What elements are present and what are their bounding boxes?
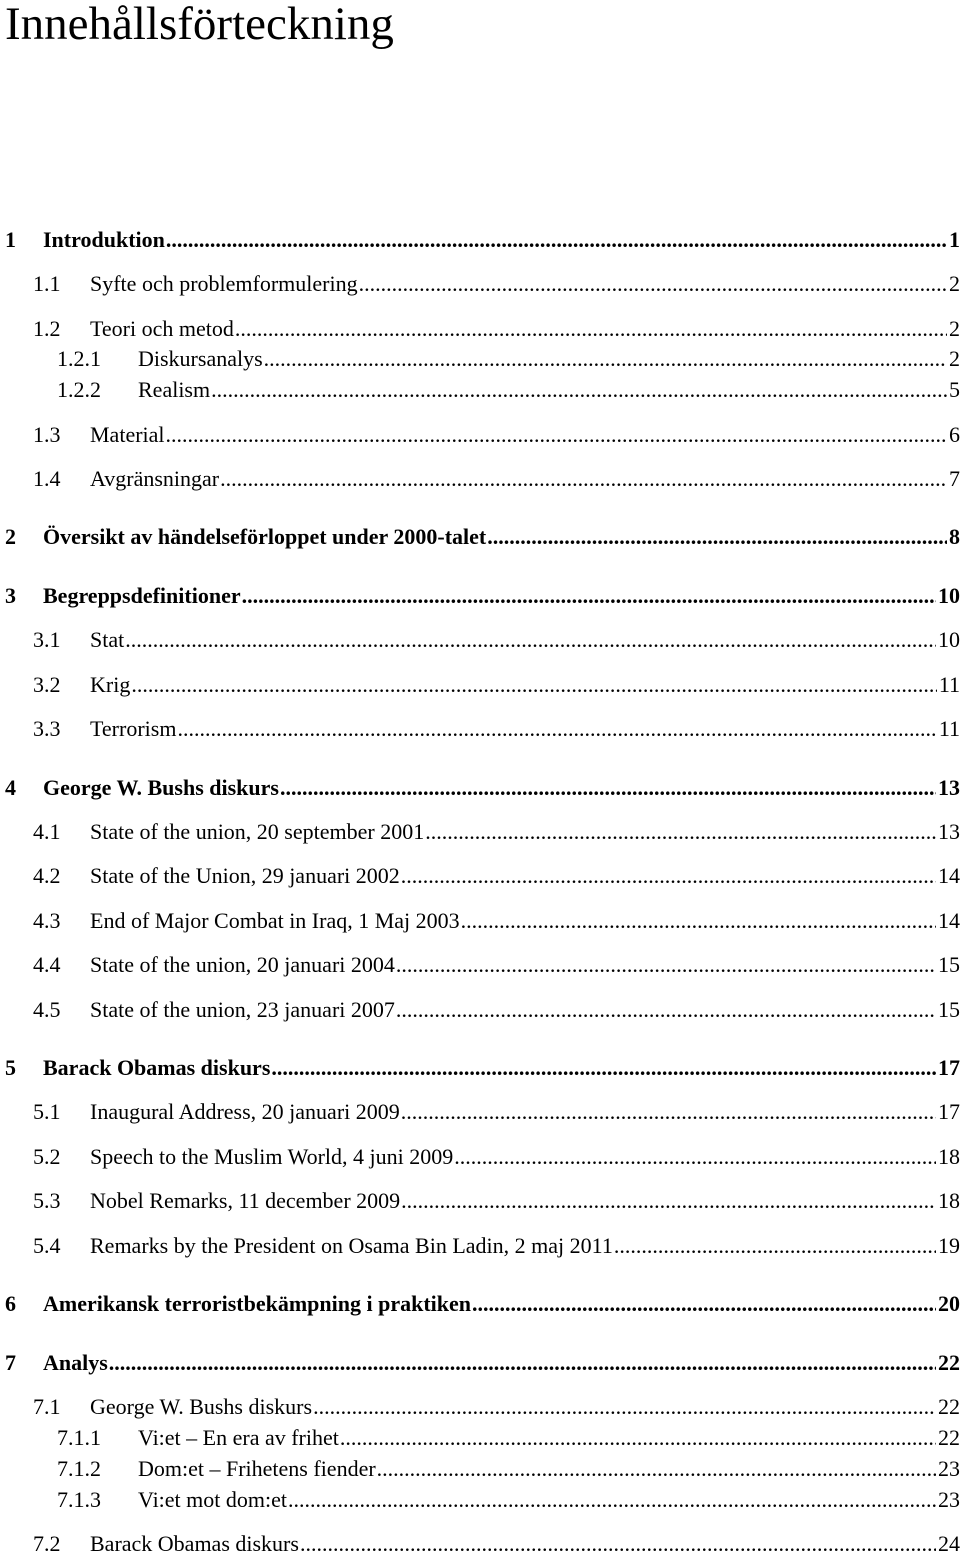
toc-entry-number: 4.4 <box>33 952 61 977</box>
toc-entry[interactable] <box>33 421 960 449</box>
toc-dot-leader <box>288 1486 936 1514</box>
toc-entry[interactable] <box>5 226 960 254</box>
toc-entry[interactable] <box>33 626 960 654</box>
toc-entry-page: 7 <box>949 466 960 491</box>
toc-entry[interactable] <box>33 1098 960 1126</box>
toc-entry-page: 17 <box>938 1099 960 1124</box>
toc-entry-number: 4 <box>5 775 16 800</box>
toc-dot-leader <box>401 1187 936 1215</box>
toc-entry-title: Teori och metod <box>90 316 234 341</box>
toc-dot-leader <box>125 626 936 654</box>
toc-entry-number: 7.1.3 <box>57 1487 101 1512</box>
toc-entry[interactable] <box>33 996 960 1024</box>
toc-entry-page: 11 <box>938 716 960 741</box>
toc-entry-page: 10 <box>938 583 960 608</box>
toc-entry-page: 15 <box>938 997 960 1022</box>
toc-entry-page: 14 <box>938 908 960 933</box>
toc-entry-number: 1.2.2 <box>57 377 101 402</box>
toc-entry-title: Syfte och problemformulering <box>90 271 358 296</box>
toc-entry-number: 5.4 <box>33 1233 61 1258</box>
toc-entry-title: Barack Obamas diskurs <box>43 1055 271 1080</box>
toc-entry-title: Analys <box>43 1350 108 1375</box>
toc-entry-title: State of the union, 20 september 2001 <box>90 819 425 844</box>
toc-entry-number: 3 <box>5 583 16 608</box>
toc-entry-number: 1.1 <box>33 271 61 296</box>
toc-entry-number: 5.1 <box>33 1099 61 1124</box>
toc-entry[interactable] <box>57 1486 960 1514</box>
toc-entry-page: 13 <box>938 819 960 844</box>
toc-entry-number: 3.2 <box>33 672 61 697</box>
toc-entry[interactable] <box>33 951 960 979</box>
toc-dot-leader <box>340 1424 936 1452</box>
toc-entry-title: Nobel Remarks, 11 december 2009 <box>90 1188 401 1213</box>
toc-entry-number: 1.3 <box>33 422 61 447</box>
toc-entry[interactable] <box>33 465 960 493</box>
toc-dot-leader <box>425 818 936 846</box>
toc-entry-page: 8 <box>949 524 960 549</box>
toc-entry[interactable] <box>33 1393 960 1421</box>
toc-dot-leader <box>220 465 947 493</box>
toc-entry[interactable] <box>5 1349 960 1377</box>
toc-dot-leader <box>264 345 947 373</box>
toc-entry-title: Stat <box>90 627 125 652</box>
toc-entry[interactable] <box>33 818 960 846</box>
toc-dot-leader <box>359 270 947 298</box>
toc-entry-number: 3.1 <box>33 627 61 652</box>
toc-entry-title: Material <box>90 422 165 447</box>
toc-entry-title: Introduktion <box>43 227 165 252</box>
toc-entry[interactable] <box>57 345 960 373</box>
toc-entry-title: Terrorism <box>90 716 177 741</box>
toc-entry[interactable] <box>33 315 960 343</box>
toc-entry-page: 23 <box>938 1487 960 1512</box>
toc-entry-page: 17 <box>938 1055 960 1080</box>
toc-entry-page: 6 <box>949 422 960 447</box>
toc-entry[interactable] <box>57 376 960 404</box>
toc-entry-number: 5.3 <box>33 1188 61 1213</box>
toc-dot-leader <box>487 523 947 551</box>
toc-entry-number: 4.2 <box>33 863 61 888</box>
toc-entry[interactable] <box>5 523 960 551</box>
toc-entry-title: Översikt av händelseförloppet under 2000-talet <box>43 524 487 549</box>
toc-entry-title: Vi:et mot dom:et <box>138 1487 287 1512</box>
toc-dot-leader <box>396 996 936 1024</box>
toc-entry[interactable] <box>5 582 960 610</box>
page-title: Innehållsförteckning <box>5 0 394 50</box>
toc-entry-title: Begreppsdefinitioner <box>43 583 241 608</box>
toc-dot-leader <box>177 715 936 743</box>
toc-dot-leader <box>396 951 936 979</box>
toc-entry-number: 1.2.1 <box>57 346 101 371</box>
toc-entry-number: 1 <box>5 227 16 252</box>
toc-entry-number: 7 <box>5 1350 16 1375</box>
toc-entry-page: 15 <box>938 952 960 977</box>
toc-entry-page: 2 <box>949 346 960 371</box>
toc-dot-leader <box>166 226 947 254</box>
toc-entry[interactable] <box>33 862 960 890</box>
toc-dot-leader <box>109 1349 936 1377</box>
toc-entry-title: Diskursanalys <box>138 346 263 371</box>
toc-entry[interactable] <box>5 1290 960 1318</box>
toc-dot-leader <box>401 1098 936 1126</box>
toc-dot-leader <box>211 376 947 404</box>
toc-entry-title: Barack Obamas diskurs <box>90 1531 299 1556</box>
toc-entry-title: Avgränsningar <box>90 466 220 491</box>
toc-entry-number: 4.1 <box>33 819 61 844</box>
toc-entry-page: 18 <box>938 1188 960 1213</box>
toc-entry-page: 2 <box>949 316 960 341</box>
toc-entry[interactable] <box>33 1530 960 1558</box>
toc-entry-number: 7.1 <box>33 1394 61 1419</box>
toc-entry-page: 22 <box>938 1350 960 1375</box>
toc-dot-leader <box>377 1455 936 1483</box>
toc-entry-title: Dom:et – Frihetens fiender <box>138 1456 376 1481</box>
toc-entry-title: Realism <box>138 377 211 402</box>
toc-dot-leader <box>614 1232 936 1260</box>
toc-entry-title: State of the Union, 29 januari 2002 <box>90 863 400 888</box>
toc-entry-page: 20 <box>938 1291 960 1316</box>
toc-entry[interactable] <box>5 1054 960 1082</box>
toc-entry-title: Inaugural Address, 20 januari 2009 <box>90 1099 400 1124</box>
toc-entry-page: 19 <box>938 1233 960 1258</box>
toc-dot-leader <box>300 1530 936 1558</box>
toc-entry[interactable] <box>57 1455 960 1483</box>
toc-entry-page: 13 <box>938 775 960 800</box>
toc-dot-leader <box>461 907 936 935</box>
toc-dot-leader <box>280 774 936 802</box>
toc-entry-number: 7.1.1 <box>57 1425 101 1450</box>
toc-dot-leader <box>454 1143 936 1171</box>
toc-dot-leader <box>242 582 936 610</box>
toc-dot-leader <box>472 1290 936 1318</box>
toc-entry[interactable] <box>33 907 960 935</box>
toc-dot-leader <box>313 1393 936 1421</box>
toc-entry-title: Krig <box>90 672 131 697</box>
toc-entry-page: 23 <box>938 1456 960 1481</box>
toc-dot-leader <box>131 671 936 699</box>
toc-dot-leader <box>166 421 947 449</box>
toc-entry[interactable] <box>33 1143 960 1171</box>
toc-entry-page: 22 <box>938 1425 960 1450</box>
toc-entry-number: 5.2 <box>33 1144 61 1169</box>
toc-entry-number: 1.4 <box>33 466 61 491</box>
toc-entry[interactable] <box>33 671 960 699</box>
toc-entry-number: 2 <box>5 524 16 549</box>
toc-entry-number: 7.1.2 <box>57 1456 101 1481</box>
toc-entry-title: Amerikansk terroristbekämpning i praktiken <box>43 1291 472 1316</box>
toc-entry-title: George W. Bushs diskurs <box>43 775 279 800</box>
toc-entry[interactable] <box>57 1424 960 1452</box>
toc-entry[interactable] <box>33 1232 960 1260</box>
toc-entry-page: 5 <box>949 377 960 402</box>
toc-entry-title: Speech to the Muslim World, 4 juni 2009 <box>90 1144 454 1169</box>
toc-entry-page: 14 <box>938 863 960 888</box>
toc-dot-leader <box>235 315 947 343</box>
toc-entry-page: 11 <box>938 672 960 697</box>
toc-entry-page: 22 <box>938 1394 960 1419</box>
toc-entry-page: 10 <box>938 627 960 652</box>
toc-entry-title: State of the union, 20 januari 2004 <box>90 952 395 977</box>
toc-entry-number: 7.2 <box>33 1531 61 1556</box>
toc-entry-title: Remarks by the President on Osama Bin Ladin, 2 maj 2011 <box>90 1233 613 1258</box>
toc-entry-number: 4.5 <box>33 997 61 1022</box>
toc-entry-title: George W. Bushs diskurs <box>90 1394 313 1419</box>
toc-entry-page: 18 <box>938 1144 960 1169</box>
toc-entry[interactable] <box>5 774 960 802</box>
toc-entry-title: State of the union, 23 januari 2007 <box>90 997 395 1022</box>
toc-entry-number: 6 <box>5 1291 16 1316</box>
toc-entry[interactable] <box>33 270 960 298</box>
toc-entry-number: 4.3 <box>33 908 61 933</box>
toc-entry-title: End of Major Combat in Iraq, 1 Maj 2003 <box>90 908 460 933</box>
toc-entry-number: 3.3 <box>33 716 61 741</box>
toc-dot-leader <box>271 1054 936 1082</box>
toc-entry-title: Vi:et – En era av frihet <box>138 1425 339 1450</box>
toc-entry[interactable] <box>33 715 960 743</box>
toc-entry-page: 24 <box>938 1531 960 1556</box>
toc-entry-page: 2 <box>949 271 960 296</box>
toc-entry[interactable] <box>33 1187 960 1215</box>
toc-entry-page: 1 <box>949 227 960 252</box>
toc-entry-number: 5 <box>5 1055 16 1080</box>
toc-dot-leader <box>401 862 936 890</box>
toc-entry-number: 1.2 <box>33 316 61 341</box>
